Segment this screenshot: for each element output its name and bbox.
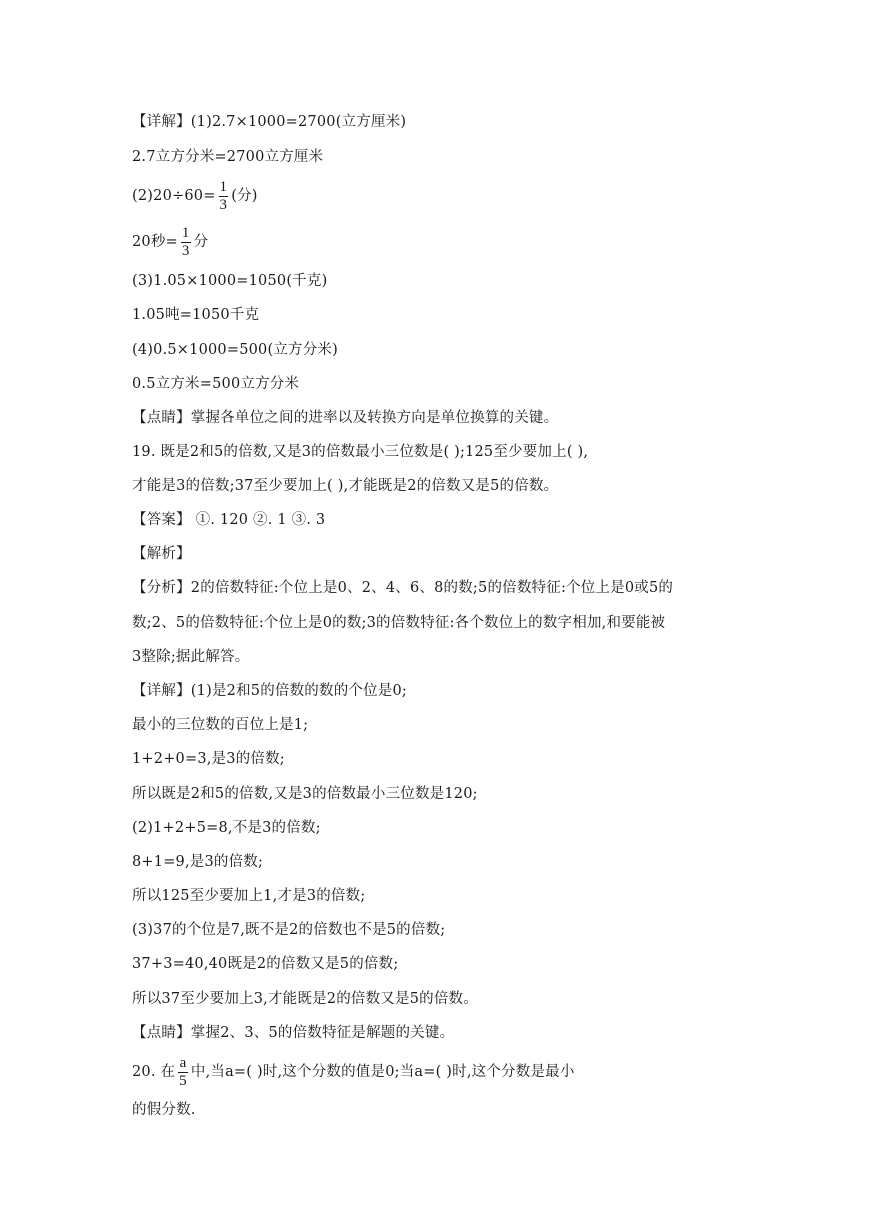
- text-segment: (2)20÷60=: [132, 188, 216, 204]
- answer-line: 【答案】 ①. 120 ②. 1 ③. 3: [132, 512, 326, 528]
- text-line: 【详解】(1)2.7×1000=2700(立方厘米): [132, 114, 407, 130]
- text-line: 【点睛】掌握2、3、5的倍数特征是解题的关键。: [132, 1025, 455, 1041]
- fraction-denominator: 3: [181, 242, 190, 259]
- text-line: 8+1=9,是3的倍数;: [132, 854, 264, 870]
- text-line: 【分析】2的倍数特征:个位上是0、2、4、6、8的数;5的倍数特征:个位上是0或5的: [132, 580, 674, 596]
- text-line: (3)37的个位是7,既不是2的倍数也不是5的倍数;: [132, 922, 446, 938]
- fraction: [178, 1055, 188, 1090]
- text-line: 【详解】(1)是2和5的倍数的数的个位是0;: [132, 683, 407, 699]
- fraction-denominator: 3: [219, 196, 228, 213]
- text-segment: 20. 在: [132, 1064, 176, 1080]
- text-line: 3整除;据此解答。: [132, 649, 250, 665]
- text-line: 0.5立方米=500立方分米: [132, 376, 300, 392]
- text-line: 最小的三位数的百位上是1;: [132, 717, 309, 733]
- text-line: 【解析】: [132, 546, 191, 562]
- question-line-with-fraction: [132, 1052, 575, 1092]
- text-line: 【点睛】掌握各单位之间的进率以及转换方向是单位换算的关键。: [132, 410, 559, 426]
- text-segment: 中,当a=( )时,这个分数的值是0;当a=( )时,这个分数是最小: [190, 1064, 575, 1080]
- fraction-numerator: 1: [181, 224, 190, 241]
- text-line: (3)1.05×1000=1050(千克): [132, 273, 328, 289]
- text-line: 所以125至少要加上1,才是3的倍数;: [132, 888, 366, 904]
- fraction: [181, 225, 191, 260]
- text-line: 所以37至少要加上3,才能既是2的倍数又是5的倍数。: [132, 991, 478, 1007]
- text-line: (2)1+2+5=8,不是3的倍数;: [132, 820, 321, 836]
- text-line: (4)0.5×1000=500(立方分米): [132, 342, 338, 358]
- text-segment: 分: [193, 234, 209, 250]
- text-line-with-fraction: [132, 222, 208, 262]
- text-segment: (分): [231, 188, 258, 204]
- question-line: 19. 既是2和5的倍数,又是3的倍数最小三位数是( );125至少要加上( ),: [132, 444, 589, 460]
- text-line: 1.05吨=1050千克: [132, 307, 260, 323]
- text-line: 2.7立方分米=2700立方厘米: [132, 149, 324, 165]
- fraction-numerator: a: [179, 1054, 187, 1071]
- fraction-denominator: 5: [179, 1072, 187, 1089]
- question-line: 的假分数.: [132, 1102, 196, 1118]
- question-line: 才能是3的倍数;37至少要加上( ),才能既是2的倍数又是5的倍数。: [132, 478, 559, 494]
- text-line: 37+3=40,40既是2的倍数又是5的倍数;: [132, 956, 399, 972]
- fraction: [219, 179, 229, 214]
- text-line: 数;2、5的倍数特征:个位上是0的数;3的倍数特征:各个数位上的数字相加,和要能被: [132, 615, 666, 631]
- text-segment: 20秒=: [132, 234, 178, 250]
- fraction-numerator: 1: [219, 178, 228, 195]
- text-line: 所以既是2和5的倍数,又是3的倍数最小三位数是120;: [132, 786, 478, 802]
- text-line-with-fraction: [132, 176, 258, 216]
- text-line: 1+2+0=3,是3的倍数;: [132, 751, 285, 767]
